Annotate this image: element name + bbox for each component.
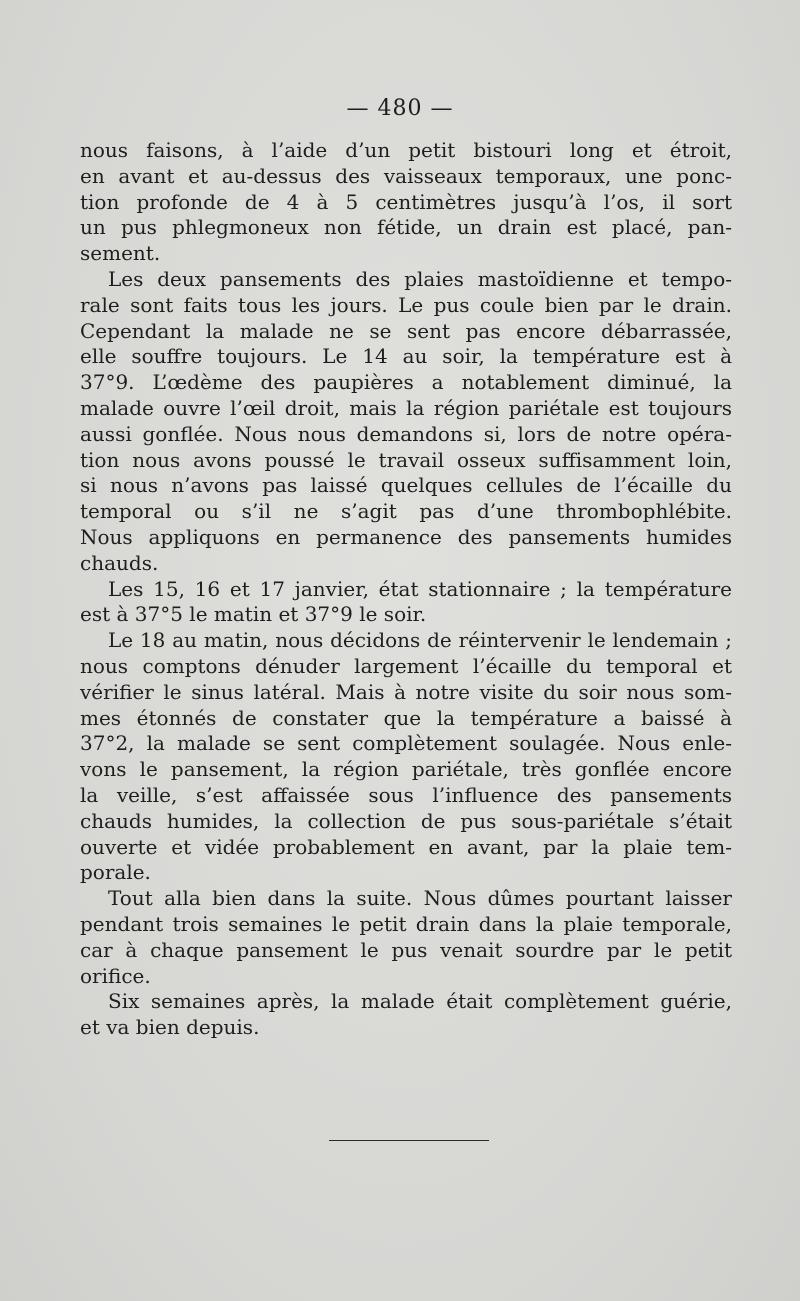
- page-number: — 480 —: [346, 96, 454, 121]
- text-line: nous comptons dénuder largement l’écaille du temporal et: [80, 653, 732, 678]
- text-line: elle souffre toujours. Le 14 au soir, la température est à: [80, 344, 732, 369]
- text-line: vérifier le sinus latéral. Mais à notre visite du soir nous som-: [80, 679, 732, 704]
- text-line: tion profonde de 4 à 5 centimètres jusqu’à l’os, il sort: [80, 189, 732, 214]
- text-line: porale.: [80, 860, 151, 885]
- text-line: Nous appliquons en permanence des pansements humides: [80, 524, 732, 549]
- text-line: Tout alla bien dans la suite. Nous dûmes pourtant laisser: [108, 886, 732, 911]
- text-line: malade ouvre l’œil droit, mais la région pariétale est toujours: [80, 395, 732, 420]
- text-line: est à 37°5 le matin et 37°9 le soir.: [80, 602, 427, 627]
- text-line: tion nous avons poussé le travail osseux suffisamment loin,: [80, 447, 732, 472]
- text-line: temporal ou s’il ne s’agit pas d’une thrombophlébite.: [80, 499, 732, 524]
- text-line: chauds humides, la collection de pus sous-pariétale s’était: [80, 808, 732, 833]
- text-line: et va bien depuis.: [80, 1015, 260, 1040]
- text-line: nous faisons, à l’aide d’un petit bistouri long et étroit,: [80, 138, 732, 162]
- text-line: Le 18 au matin, nous décidons de réintervenir le lendemain ;: [108, 628, 732, 653]
- text-line: mes étonnés de constater que la température a baissé à: [80, 705, 732, 730]
- text-line: Les deux pansements des plaies mastoïdienne et tempo-: [108, 266, 732, 291]
- text-line: Six semaines après, la malade était complètement guérie,: [108, 989, 732, 1014]
- text-line: vons le pansement, la région pariétale, très gonflée encore: [80, 757, 732, 782]
- text-line: 37°9. L’œdème des paupières a notablement diminué, la: [80, 370, 732, 395]
- end-rule: [329, 1140, 489, 1141]
- text-line: aussi gonflée. Nous nous demandons si, lors de notre opéra-: [80, 421, 732, 446]
- text-line: orifice.: [80, 963, 151, 988]
- text-line: car à chaque pansement le pus venait sourdre par le petit: [80, 937, 732, 962]
- text-line: en avant et au-dessus des vaisseaux temporaux, une ponc-: [80, 163, 732, 188]
- text-line: un pus phlegmoneux non fétide, un drain est placé, pan-: [80, 215, 732, 240]
- text-line: sement.: [80, 241, 161, 266]
- text-line: ouverte et vidée probablement en avant, par la plaie tem-: [80, 834, 732, 859]
- text-line: Cependant la malade ne se sent pas encore débarrassée,: [80, 318, 732, 343]
- text-line: rale sont faits tous les jours. Le pus coule bien par le drain.: [80, 292, 732, 317]
- text-line: Les 15, 16 et 17 janvier, état stationnaire ; la température: [108, 576, 732, 601]
- text-line: pendant trois semaines le petit drain dans la plaie temporale,: [80, 911, 732, 936]
- text-line: 37°2, la malade se sent complètement soulagée. Nous enle-: [80, 731, 732, 756]
- text-line: chauds.: [80, 550, 159, 575]
- body-text: [80, 138, 732, 1041]
- text-line: si nous n’avons pas laissé quelques cellules de l’écaille du: [80, 473, 732, 498]
- text-line: la veille, s’est affaissée sous l’influence des pansements: [80, 782, 732, 807]
